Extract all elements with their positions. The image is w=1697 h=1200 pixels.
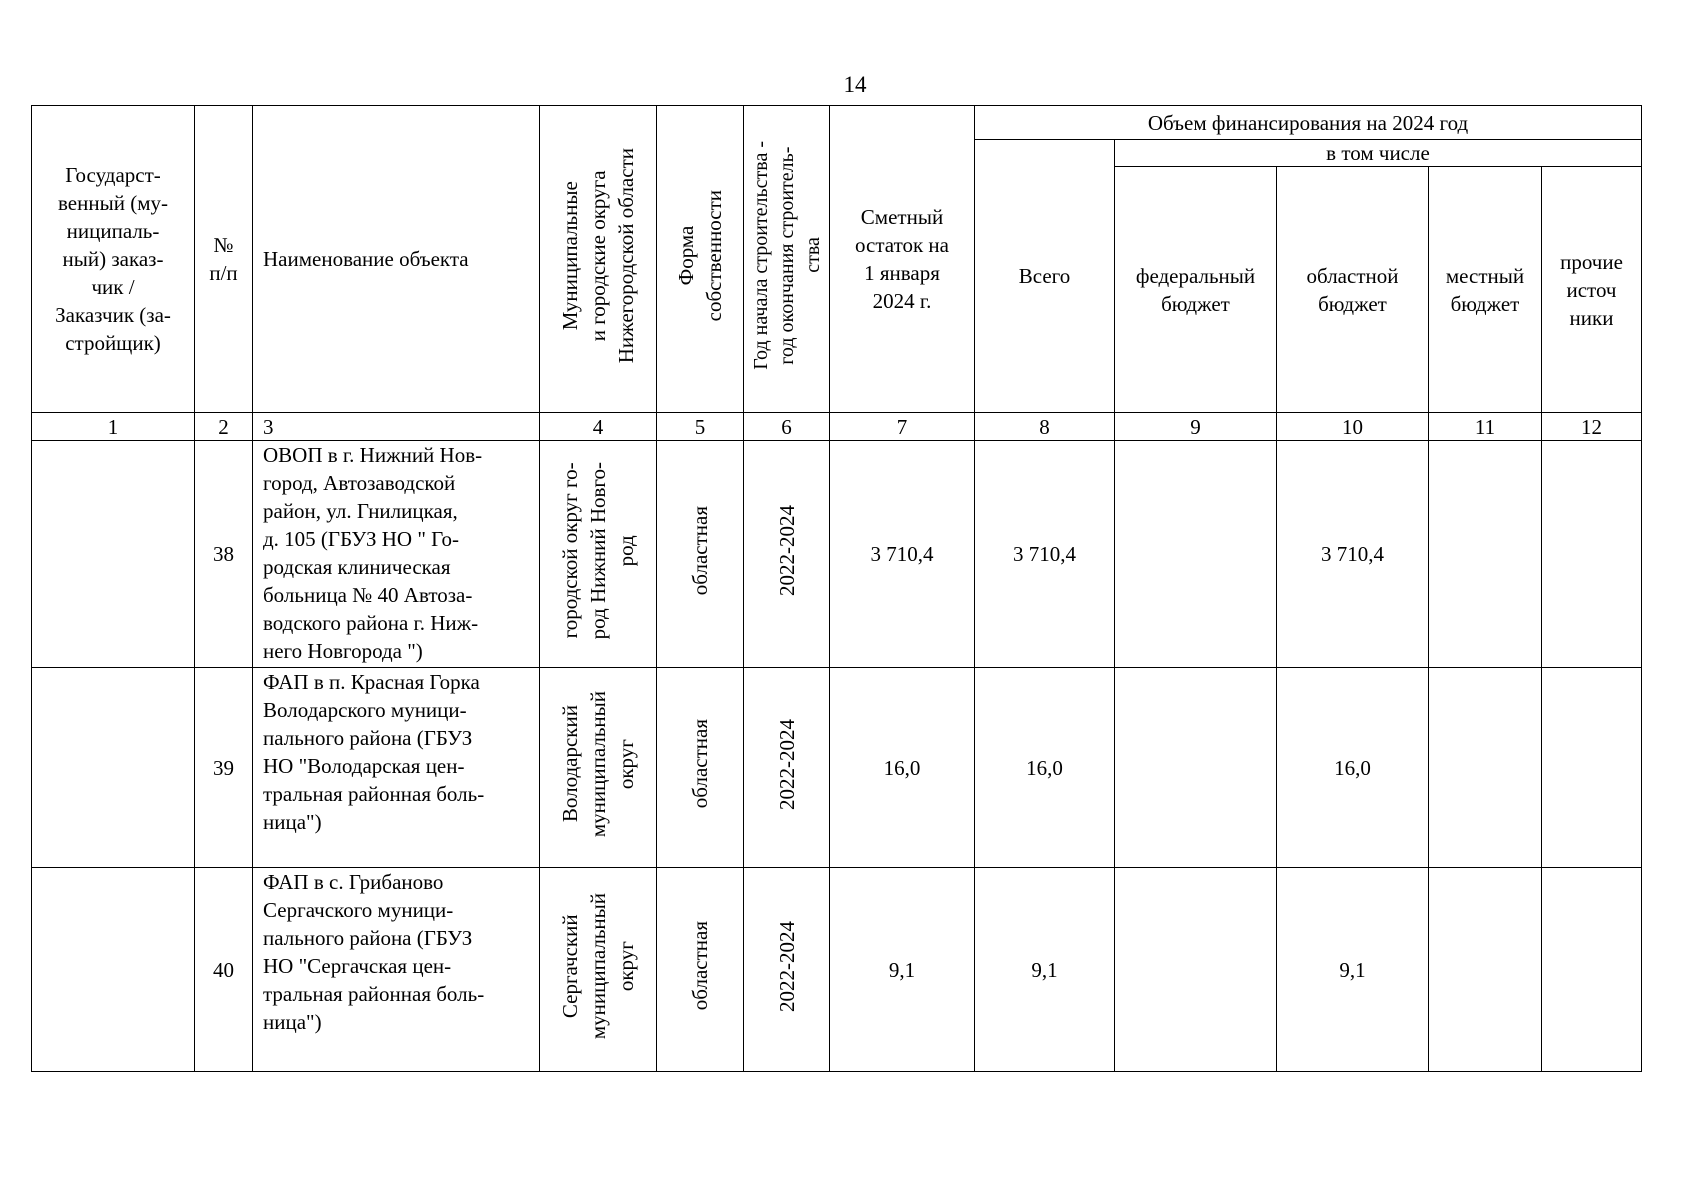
- header-ownership: Форма собственности: [657, 106, 744, 413]
- cell-other: [1542, 668, 1642, 868]
- column-number-row: [32, 413, 1642, 441]
- cell-other: [1542, 868, 1642, 1072]
- header-financing-group: Объем финансирования на 2024 год: [975, 106, 1642, 140]
- header-years: Год начала строительства - год окончания строитель- ства: [744, 106, 830, 413]
- cell-local: [1429, 668, 1542, 868]
- cell-federal: [1115, 668, 1277, 868]
- header-num: № п/п: [195, 106, 253, 413]
- column-number: 4: [540, 413, 657, 441]
- cell-years: 2022-2024: [744, 668, 830, 868]
- header-total: Всего: [975, 140, 1115, 413]
- cell-num: 40: [195, 868, 253, 1072]
- table-row: [32, 668, 1642, 868]
- cell-ownership: областная: [657, 441, 744, 668]
- cell-regional: 9,1: [1277, 868, 1429, 1072]
- cell-federal: [1115, 441, 1277, 668]
- cell-other: [1542, 441, 1642, 668]
- cell-object-name: ФАП в п. Красная Горка Володарского муници- пального района (ГБУЗ НО "Володарская цен- тральная районная боль- ница"): [253, 668, 540, 868]
- cell-num: 38: [195, 441, 253, 668]
- column-number: 2: [195, 413, 253, 441]
- column-number: 9: [1115, 413, 1277, 441]
- cell-ownership: областная: [657, 668, 744, 868]
- cell-total: 16,0: [975, 668, 1115, 868]
- financing-table: [31, 105, 1642, 1072]
- cell-object-name: ФАП в с. Грибаново Сергачского муници- пального района (ГБУЗ НО "Сергачская цен- тральная районная боль- ница"): [253, 868, 540, 1072]
- cell-local: [1429, 441, 1542, 668]
- cell-object-name: ОВОП в г. Нижний Нов- город, Автозаводской район, ул. Гнилицкая, д. 105 (ГБУЗ НО " Го- родская клиническая больница № 40 Автоза- водского района г. Ниж- него Новгорода "): [253, 441, 540, 668]
- cell-estimate: 9,1: [830, 868, 975, 1072]
- cell-total: 9,1: [975, 868, 1115, 1072]
- cell-federal: [1115, 868, 1277, 1072]
- header-estimate: Сметный остаток на 1 января 2024 г.: [830, 106, 975, 413]
- cell-municipality: Сергачский муниципальный округ: [540, 868, 657, 1072]
- cell-ownership: областная: [657, 868, 744, 1072]
- column-number: 3: [253, 413, 540, 441]
- cell-municipality: Володарский муниципальный округ: [540, 668, 657, 868]
- cell-num: 39: [195, 668, 253, 868]
- header-regional: областной бюджет: [1277, 167, 1429, 413]
- column-number: 6: [744, 413, 830, 441]
- cell-municipality: городской округ го- род Нижний Новго- род: [540, 441, 657, 668]
- cell-estimate: 3 710,4: [830, 441, 975, 668]
- column-number: 5: [657, 413, 744, 441]
- column-number: 12: [1542, 413, 1642, 441]
- header-municipality: Муниципальные и городские округа Нижегородской области: [540, 106, 657, 413]
- cell-customer: [32, 668, 195, 868]
- cell-regional: 16,0: [1277, 668, 1429, 868]
- header-including: в том числе: [1115, 140, 1642, 167]
- header-other: прочие источ ники: [1542, 167, 1642, 413]
- table-row: [32, 441, 1642, 668]
- cell-regional: 3 710,4: [1277, 441, 1429, 668]
- header-customer: Государст- венный (му- ниципаль- ный) заказ- чик / Заказчик (за- стройщик): [32, 106, 195, 413]
- column-number: 11: [1429, 413, 1542, 441]
- header-row-1: [32, 106, 1642, 140]
- column-number: 10: [1277, 413, 1429, 441]
- header-local: местный бюджет: [1429, 167, 1542, 413]
- header-object-name: Наименование объекта: [253, 106, 540, 413]
- cell-customer: [32, 441, 195, 668]
- table-row: [32, 868, 1642, 1072]
- cell-local: [1429, 868, 1542, 1072]
- column-number: 8: [975, 413, 1115, 441]
- header-federal: федеральный бюджет: [1115, 167, 1277, 413]
- cell-estimate: 16,0: [830, 668, 975, 868]
- cell-years: 2022-2024: [744, 868, 830, 1072]
- cell-total: 3 710,4: [975, 441, 1115, 668]
- column-number: 7: [830, 413, 975, 441]
- column-number: 1: [32, 413, 195, 441]
- cell-customer: [32, 868, 195, 1072]
- cell-years: 2022-2024: [744, 441, 830, 668]
- page-number: 14: [843, 72, 867, 97]
